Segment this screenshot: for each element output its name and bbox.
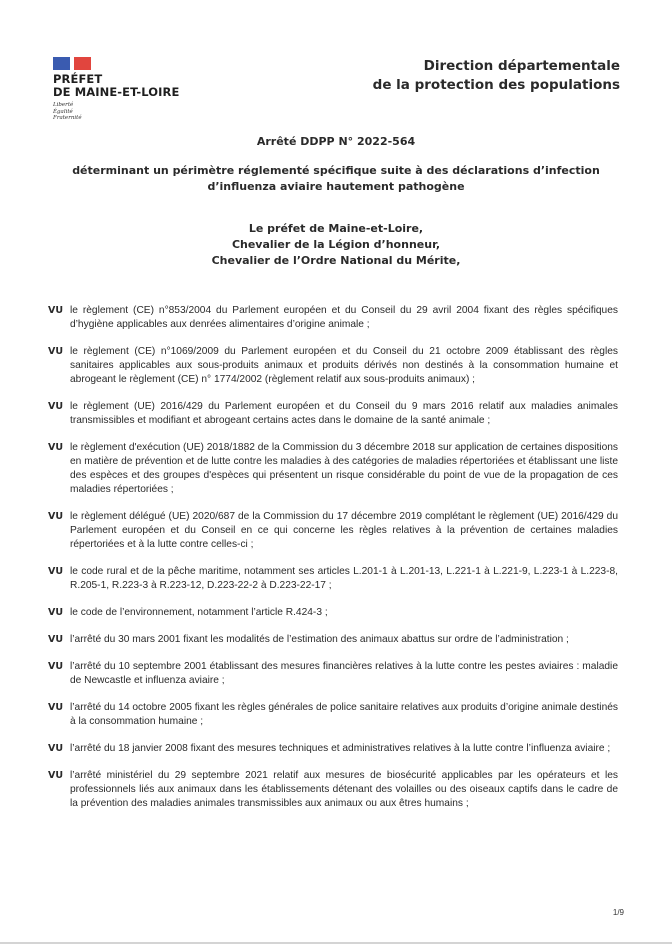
motto-fraternite: Fraternité bbox=[53, 115, 82, 121]
motto-liberte: Liberté bbox=[53, 102, 74, 108]
vu-label: VU bbox=[48, 401, 64, 412]
decree-subject-line1: déterminant un périmètre réglementé spécifique suite à des déclarations d’infection bbox=[72, 164, 600, 177]
logo-title-line1: PRÉFET bbox=[53, 72, 103, 86]
vu-label: VU bbox=[48, 346, 64, 357]
prefecture-logo bbox=[53, 57, 179, 122]
french-flag-icon bbox=[53, 57, 179, 70]
decree-number: Arrêté DDPP N° 2022-564 bbox=[256, 135, 416, 148]
vu-label: VU bbox=[48, 305, 64, 316]
vu-item bbox=[48, 304, 618, 332]
vu-text: le règlement (CE) n°1069/2009 du Parlement européen et du Conseil du 21 octobre 2009 établissant des règles sanitaires applicables aux sous-produits animaux et produits dérivés non destinés à la consommation humaine et abrogeant le règlement (CE) n° 1774/2002 (règlement relatif aux sous-produits animaux) ; bbox=[70, 346, 618, 385]
vu-item bbox=[48, 742, 618, 756]
logo-title-line2: DE MAINE-ET-LOIRE bbox=[53, 85, 180, 99]
vu-item bbox=[48, 633, 618, 647]
flag-blue-stripe bbox=[53, 57, 70, 70]
decree-subject bbox=[20, 163, 652, 195]
republic-motto bbox=[53, 102, 179, 122]
flag-red-stripe bbox=[74, 57, 91, 70]
vu-label: VU bbox=[48, 702, 64, 713]
vu-item bbox=[48, 510, 618, 552]
prefect-line3: Chevalier de l’Ordre National du Mérite, bbox=[211, 254, 461, 267]
vu-text: le code rural et de la pêche maritime, notamment ses articles L.201-1 à L.201-13, L.221-1 à L.221-9, L.223-1 à L.223-8, R.205-1, R.223-3 à R.223-12, D.223-22-2 à D.223-22-17 ; bbox=[70, 566, 618, 591]
direction-line1: Direction départementale bbox=[423, 58, 620, 74]
prefect-line2: Chevalier de la Légion d’honneur, bbox=[231, 238, 441, 251]
prefect-titles bbox=[0, 221, 672, 269]
vu-text: l’arrêté du 10 septembre 2001 établissant des mesures financières relatives à la lutte contre les pestes aviaires : maladie de Newcastle et influenza aviaire ; bbox=[70, 661, 618, 686]
vu-text: l’arrêté du 30 mars 2001 fixant les modalités de l’estimation des animaux abattus sur ordre de l’administration ; bbox=[70, 634, 569, 645]
vu-item bbox=[48, 565, 618, 593]
vu-text: le règlement (UE) 2016/429 du Parlement européen et du Conseil du 9 mars 2016 relatif aux maladies animales transmissibles et modifiant et abrogeant certains actes dans le domaine de la santé animale ; bbox=[70, 401, 618, 426]
prefect-line1: Le préfet de Maine-et-Loire, bbox=[248, 222, 424, 235]
vu-label: VU bbox=[48, 661, 64, 672]
vu-item bbox=[48, 441, 618, 497]
vu-item bbox=[48, 701, 618, 729]
vu-text: le règlement d'exécution (UE) 2018/1882 de la Commission du 3 décembre 2018 sur application de certaines dispositions en matière de prévention et de lutte contre les maladies à des catégories de maladies répertoriées et établissant une liste des espèces et des groupes d'espèces qui présentent un risque considérable du point de vue de la propagation de ces maladies répertoriées ; bbox=[70, 442, 618, 495]
vu-item bbox=[48, 606, 618, 620]
vu-text: l’arrêté du 14 octobre 2005 fixant les règles générales de police sanitaire relatives aux produits d’origine animale destinés à la consommation humaine ; bbox=[70, 702, 618, 727]
vu-text: l’arrêté du 18 janvier 2008 fixant des mesures techniques et administratives relatives à la lutte contre l’influenza aviaire ; bbox=[70, 743, 611, 754]
vu-label: VU bbox=[48, 566, 64, 577]
vu-text: le règlement délégué (UE) 2020/687 de la Commission du 17 décembre 2019 complétant le règlement (UE) 2016/429 du Parlement européen et du Conseil en ce qui concerne les règles relatives à la prévention de certaines maladies répertoriées et à la lutte contre celles-ci ; bbox=[70, 511, 618, 550]
vu-item bbox=[48, 400, 618, 428]
vu-text: le règlement (CE) n°853/2004 du Parlement européen et du Conseil du 29 avril 2004 fixant des règles spécifiques d’hygiène applicables aux denrées alimentaires d’origine animale ; bbox=[70, 305, 618, 330]
vu-text: l’arrêté ministériel du 29 septembre 2021 relatif aux mesures de biosécurité applicables par les opérateurs et les professionnels liés aux animaux dans les établissements détenant des volailles ou des oiseaux captifs dans le cadre de la prévention des maladies animales transmissibles aux animaux ou aux êtres humains ; bbox=[70, 770, 618, 809]
vu-label: VU bbox=[48, 511, 64, 522]
vu-label: VU bbox=[48, 607, 64, 618]
vu-label: VU bbox=[48, 442, 64, 453]
vu-text: le code de l’environnement, notamment l’article R.424-3 ; bbox=[70, 607, 328, 618]
vu-label: VU bbox=[48, 743, 64, 754]
decree-subject-line2: d’influenza aviaire hautement pathogène bbox=[207, 180, 465, 193]
motto-egalite: Égalité bbox=[53, 108, 73, 115]
vu-label: VU bbox=[48, 770, 64, 781]
vu-item bbox=[48, 345, 618, 387]
vu-label: VU bbox=[48, 634, 64, 645]
vu-item bbox=[48, 660, 618, 688]
direction-header bbox=[373, 57, 620, 95]
page-number: 1/9 bbox=[612, 908, 624, 917]
vu-list bbox=[48, 304, 618, 824]
page-bottom-edge bbox=[0, 942, 672, 944]
direction-line2: de la protection des populations bbox=[372, 77, 620, 93]
vu-item bbox=[48, 769, 618, 811]
